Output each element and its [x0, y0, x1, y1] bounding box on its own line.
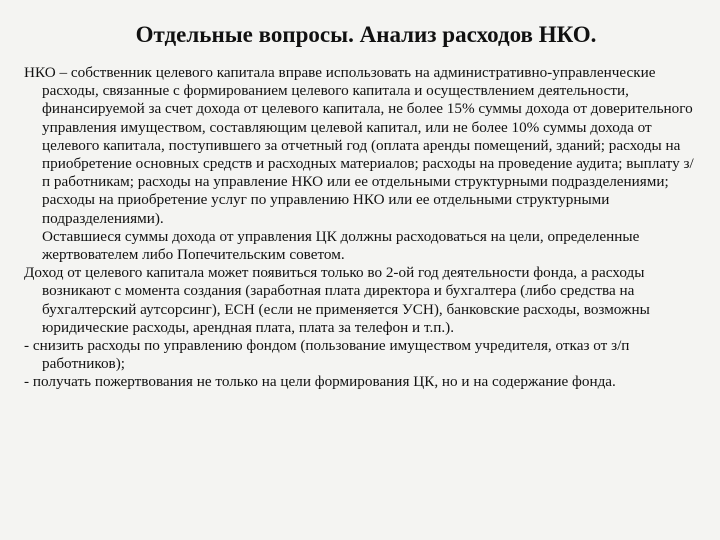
- paragraph-remaining-income: Оставшиеся суммы дохода от управления ЦК должны расходоваться на цели, определенные жертвователем либо Попечительским советом.: [42, 227, 640, 264]
- paragraph-capital-income: Доход от целевого капитала может появиться только во 2-ой год деятельности фонда, а расходы возникают с момента создания (заработная плата директора и бухгалтера (либо средства на бухгалтерский аутсорсинг), ЕСН (если не применяется УСН), банковские расходы, возможны юридические расходы, арендная плата, плата за телефон и т.п.).: [24, 264, 650, 336]
- slide-body: [24, 64, 698, 392]
- list-item-reduce-costs: - снизить расходы по управлению фондом (пользование имуществом учредителя, отказ от з/п работников);: [24, 337, 630, 373]
- slide-title: Отдельные вопросы. Анализ расходов НКО.: [135, 22, 597, 47]
- list-item-donations: - получать пожертвования не только на цели формирования ЦК, но и на содержание фонда.: [24, 373, 616, 391]
- paragraph-nko-expenses: НКО – собственник целевого капитала вправе использовать на административно-управленческие расходы, связанные с формированием целевого капитала и осуществлением деятельности, финансируемой за счет дохода от целевого капитала, не более 15% суммы дохода от доверительного управления имуществом, составляющим целевой капитал, или не более 10% суммы дохода от целевого капитала, поступившего за отчетный год (оплата аренды помещений, зданий; расходы на приобретение основных средств и расходных материалов; расходы на проведение аудита; выплату з/п работникам; расходы на управление НКО или ее отдельными структурными подразделениями; расходы на приобретение услуг по управлению НКО или ее отдельными структурными подразделениями).: [24, 64, 694, 227]
